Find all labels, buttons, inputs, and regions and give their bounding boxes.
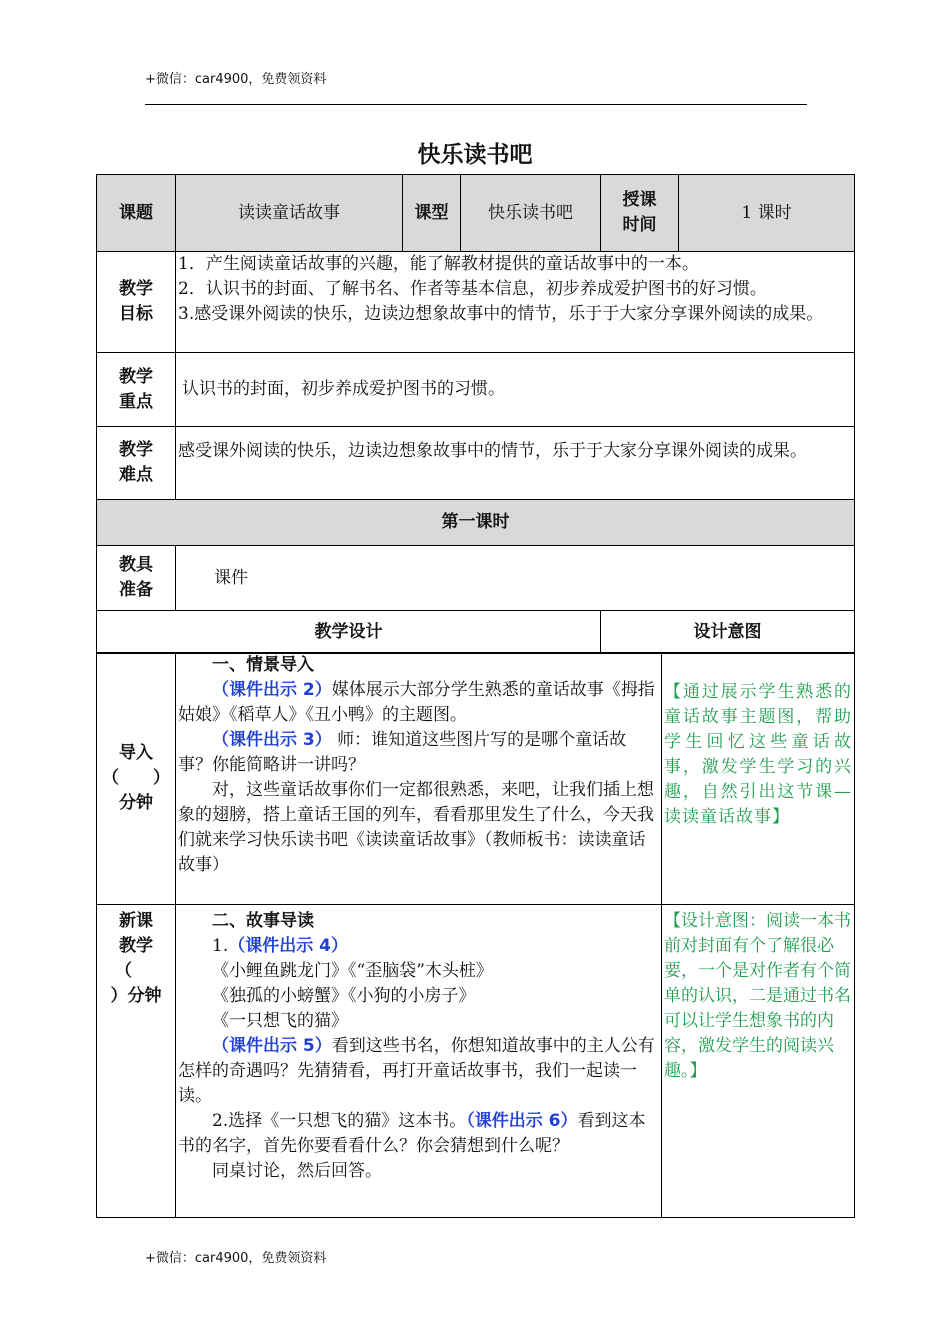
tools-row — [97, 546, 855, 611]
lesson-plan-table — [96, 174, 855, 654]
header-divider — [145, 104, 807, 105]
difficulties-label: 教学难点 — [97, 427, 176, 500]
lesson-body-table — [96, 609, 855, 1218]
section-intro-label: 导入 （ ） 分钟 — [97, 652, 176, 904]
time-value: 1 课时 — [679, 175, 855, 252]
goals-row — [97, 252, 855, 353]
topic-label: 课题 — [97, 175, 176, 252]
key-points-row — [97, 353, 855, 427]
goal-line: 1．产生阅读童话故事的兴趣，能了解教材提供的童话故事中的一本。 — [178, 254, 699, 274]
book-list-line: 《独孤的小螃蟹》《小狗的小房子》 — [212, 985, 476, 1006]
goals-label: 教学目标 — [97, 252, 176, 353]
page-header-text: +微信：car4900，免费领资料 — [145, 72, 327, 87]
info-row — [97, 175, 855, 252]
section-reading-row — [97, 904, 855, 1217]
book-list-line: 《一只想飞的猫》 — [212, 1010, 348, 1031]
section-reading-last: 同桌讨论，然后回答。 — [212, 1160, 382, 1181]
section-reading-item1: 1.（课件出示 4） — [212, 935, 348, 956]
section-intro-p2: （课件出示 3） 师：谁知道这些图片写的是哪个童话故事？你能简略讲一讲吗？ — [178, 729, 627, 775]
type-label: 课型 — [403, 175, 461, 252]
design-header: 教学设计 — [97, 611, 601, 654]
section-intro-intent: 【通过展示学生熟悉的童话故事主题图，帮助学生回忆这些童话故事，激发学生学习的兴趣，自然引出这节课—读读童话故事】 — [662, 652, 855, 904]
goal-line: 2．认识书的封面、了解书名、作者等基本信息，初步养成爱护图书的好习惯。 — [178, 279, 767, 299]
goals-content — [176, 252, 855, 353]
key-points-text: 认识书的封面，初步养成爱护图书的习惯。 — [176, 353, 855, 427]
page-footer-text: +微信：car4900，免费领资料 — [145, 1251, 327, 1266]
topic-value: 读读童话故事 — [176, 175, 403, 252]
section-intro-p3: 对，这些童话故事你们一定都很熟悉，来吧，让我们插上想象的翅膀，搭上童话王国的列车，看看那里发生了什么，今天我们就来学习快乐读书吧《读读童话故事》（教师板书：读读童话故事） — [178, 779, 654, 875]
section-reading-heading: 二、故事导读 — [212, 910, 314, 931]
book-list-line: 《小鲤鱼跳龙门》《“歪脑袋”木头桩》 — [212, 960, 493, 981]
goal-line: 3.感受课外阅读的快乐，边读边想象故事中的情节，乐于于大家分享课外阅读的成果。 — [178, 304, 824, 324]
difficulties-row — [97, 427, 855, 500]
intent-header: 设计意图 — [601, 611, 855, 654]
lesson-heading-row — [97, 500, 855, 546]
difficulties-text: 感受课外阅读的快乐，边读边想象故事中的情节，乐于于大家分享课外阅读的成果。 — [176, 427, 855, 500]
tools-label: 教具准备 — [97, 546, 176, 611]
time-label: 授课时间 — [601, 175, 679, 252]
type-value: 快乐读书吧 — [461, 175, 601, 252]
section-reading-item2: 2.选择《一只想飞的猫》这本书。（课件出示 6）看到这本书的名字，首先你要看看什么？你会猜想到什么呢？ — [178, 1110, 646, 1156]
section-intro-content — [176, 652, 662, 904]
section-reading-p5: （课件出示 5）看到这些书名，你想知道故事中的主人公有怎样的奇遇吗？先猜猜看，再打开童话故事书，我们一起读一读。 — [178, 1035, 655, 1106]
section-intro-p1: （课件出示 2）媒体展示大部分学生熟悉的童话故事《拇指姑娘》《稻草人》《丑小鸭》的主题图。 — [178, 679, 655, 725]
section-reading-content — [176, 904, 662, 1217]
tools-value: 课件 — [176, 546, 855, 611]
page-title: 快乐读书吧 — [417, 142, 533, 168]
section-reading-label: 新课 教学 （ ）分钟 — [97, 904, 176, 1217]
lesson-heading: 第一课时 — [97, 500, 855, 546]
key-points-label: 教学重点 — [97, 353, 176, 427]
section-reading-intent: 【设计意图：阅读一本书前对封面有个了解很必要，一个是对作者有个简单的认识，二是通过书名可以让学生想象书的内容，激发学生的阅读兴趣。】 — [662, 904, 855, 1217]
section-intro-row — [97, 652, 855, 904]
section-intro-heading: 一、情景导入 — [212, 654, 314, 675]
